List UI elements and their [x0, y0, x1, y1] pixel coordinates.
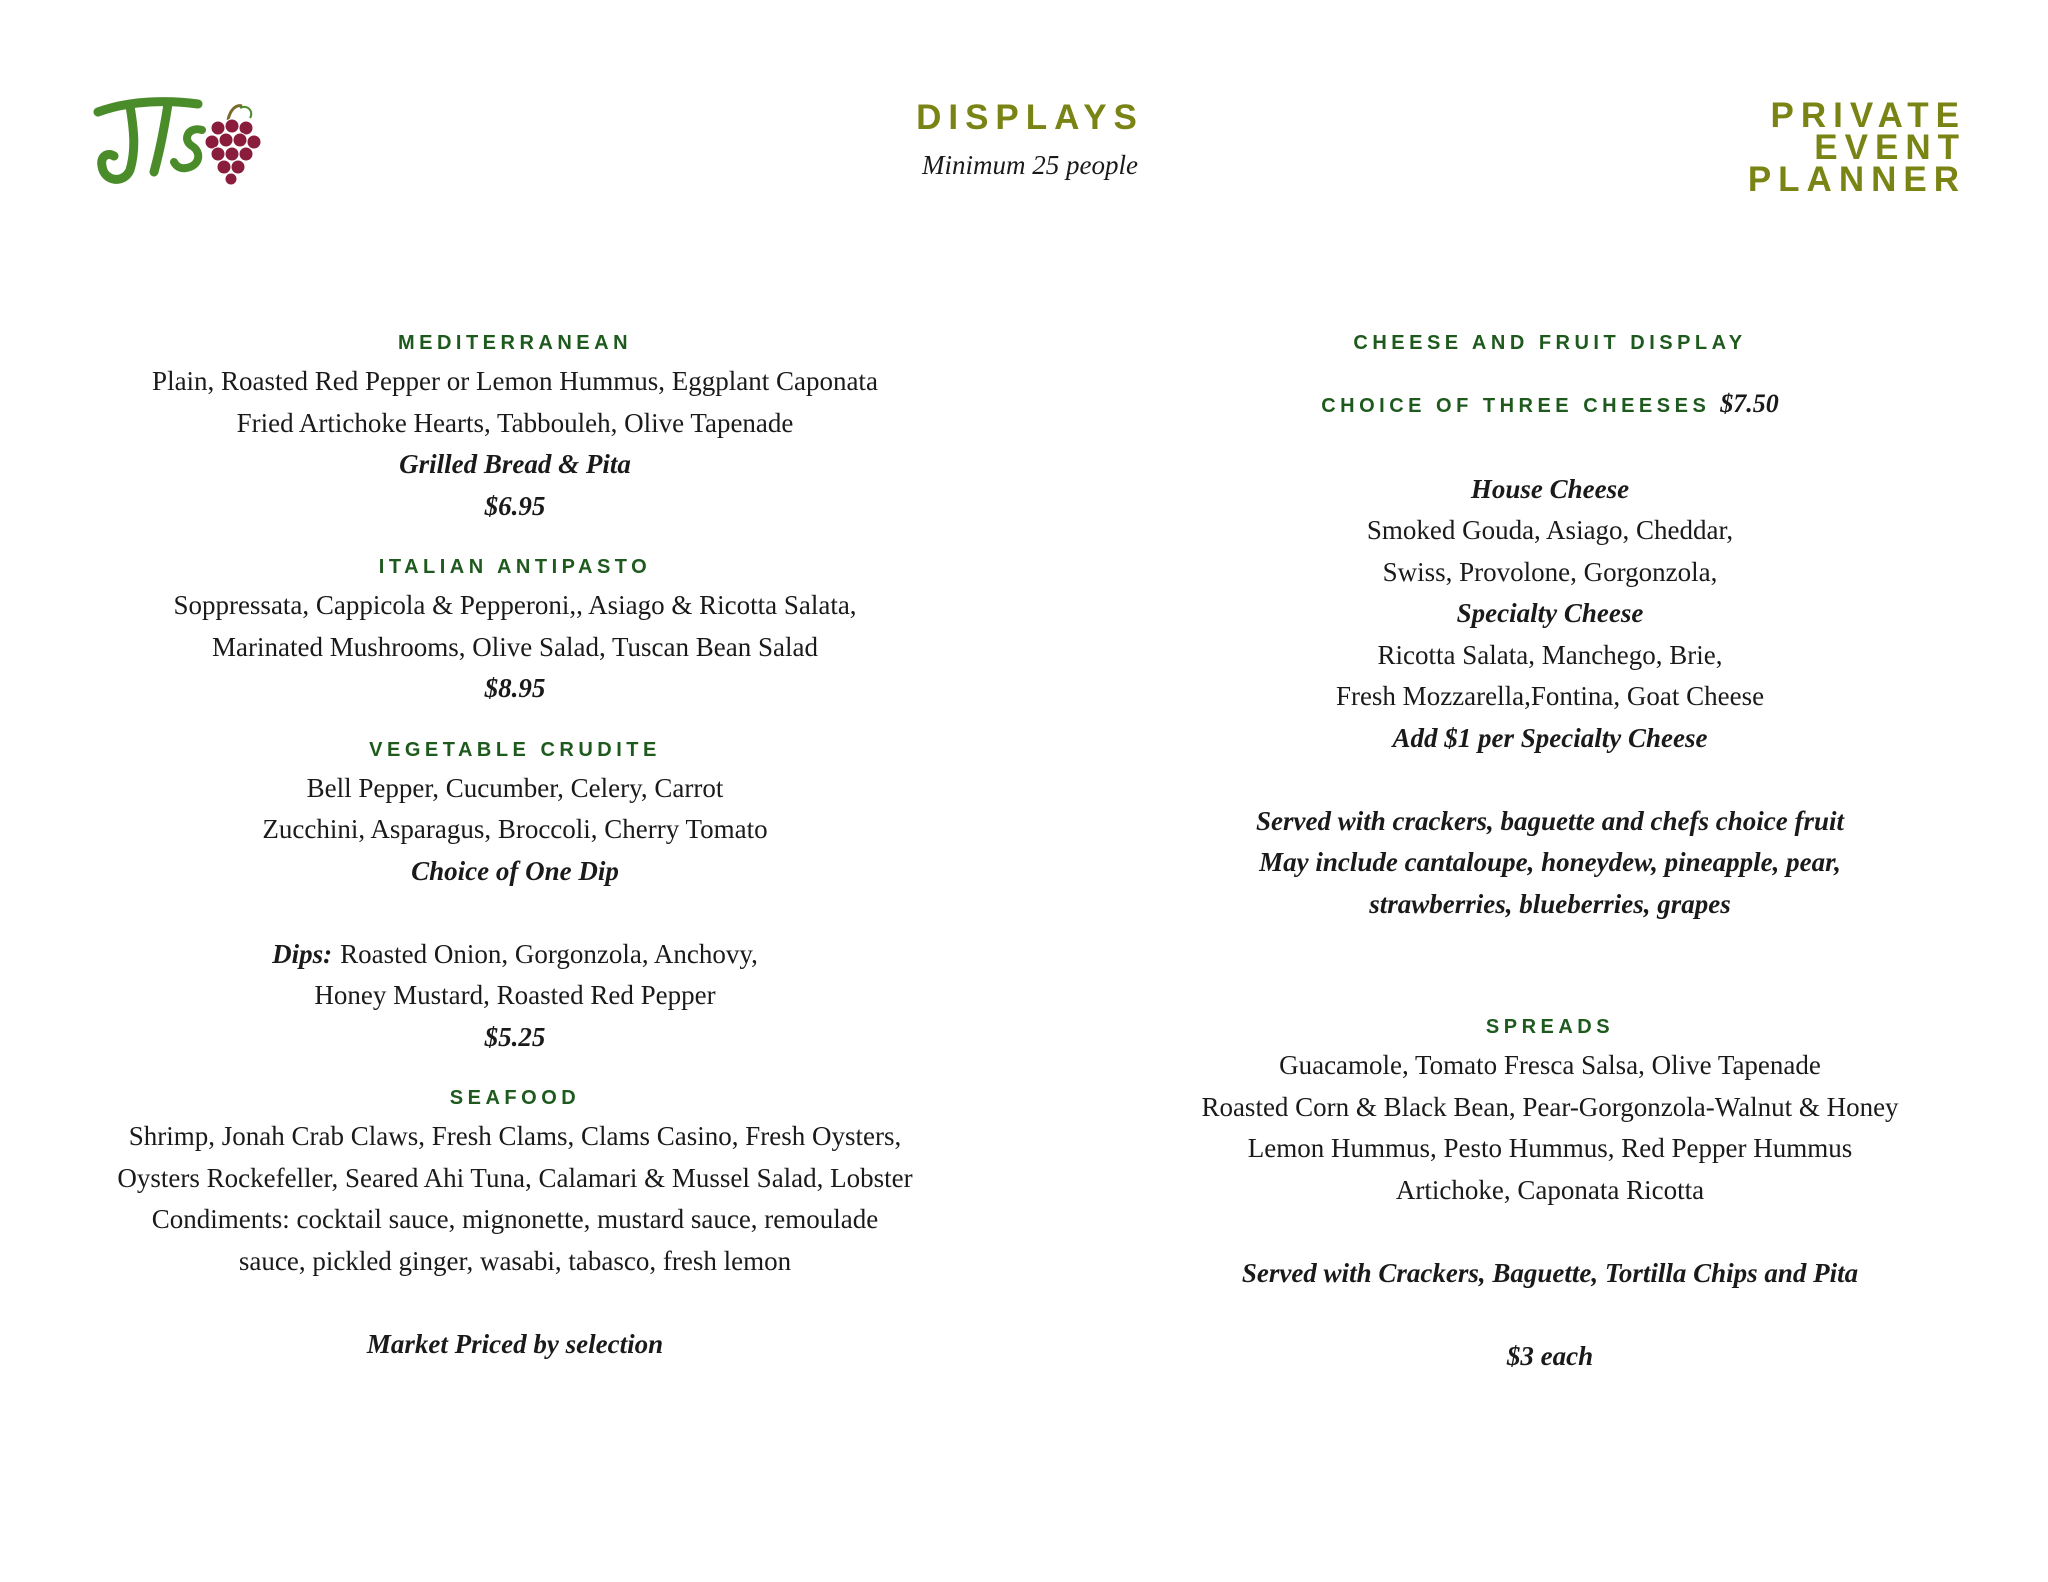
section-heading: SEAFOOD	[449, 1087, 581, 1109]
spreads-section	[1130, 1009, 1970, 1377]
right-column	[1130, 325, 1970, 1377]
section-label-line1: PRIVATE	[1770, 96, 1966, 135]
menu-line: Condiments: cocktail sauce, mignonette, mustard sauce, remoulade	[151, 1204, 879, 1234]
cheese-section	[1130, 325, 1970, 925]
menu-line: Fresh Mozzarella,Fontina, Goat Cheese	[1335, 681, 1765, 711]
menu-price: $8.95	[484, 673, 546, 703]
menu-line: Lemon Hummus, Pesto Hummus, Red Pepper Hummus	[1247, 1133, 1853, 1163]
section-heading: ITALIAN ANTIPASTO	[378, 556, 652, 578]
menu-price: $5.25	[484, 1021, 546, 1052]
page-title: DISPLAYS	[916, 98, 1144, 137]
dips-line	[60, 934, 970, 976]
menu-line: Artichoke, Caponata Ricotta	[1395, 1174, 1705, 1205]
menu-line: Soppressata, Cappicola & Pepperoni,, Asiago & Ricotta Salata,	[173, 590, 857, 620]
left-column	[60, 325, 970, 1365]
dips-list: Roasted Onion, Gorgonzola, Anchovy,	[340, 938, 758, 969]
crudite-section	[60, 732, 970, 1059]
menu-line: Shrimp, Jonah Crab Claws, Fresh Clams, Clams Casino, Fresh Oysters,	[128, 1121, 902, 1151]
menu-line: Honey Mustard, Roasted Red Pepper	[314, 980, 716, 1010]
menu-note: May include cantaloupe, honeydew, pineapple, pear,	[1259, 847, 1841, 877]
section-heading: VEGETABLE CRUDITE	[369, 738, 661, 761]
section-label	[1747, 96, 1966, 199]
section-heading: MEDITERRANEAN	[397, 332, 633, 354]
menu-line: Ricotta Salata, Manchego, Brie,	[1377, 639, 1723, 670]
menu-note: Choice of One Dip	[411, 855, 619, 886]
page-subtitle: Minimum 25 people	[922, 150, 1138, 180]
antipasto-section	[60, 549, 970, 710]
menu-line: Marinated Mushrooms, Olive Salad, Tuscan Bean Salad	[212, 631, 818, 662]
menu-line: Zucchini, Asparagus, Broccoli, Cherry Tomato	[262, 814, 768, 844]
section-heading: SPREADS	[1485, 1016, 1615, 1038]
choice-price: $7.50	[1720, 389, 1779, 418]
menu-price: Market Priced by selection	[366, 1328, 664, 1359]
seafood-section	[60, 1080, 970, 1365]
mediterranean-section	[60, 325, 970, 527]
menu-line: Fried Artichoke Hearts, Tabbouleh, Olive Tapenade	[236, 407, 794, 438]
cheese-category: Specialty Cheese	[1456, 598, 1644, 628]
menu-note: strawberries, blueberries, grapes	[1369, 888, 1731, 919]
menu-note: Add $1 per Specialty Cheese	[1392, 722, 1708, 753]
menu-line: Guacamole, Tomato Fresca Salsa, Olive Tapenade	[1279, 1050, 1821, 1080]
menu-note: Served with crackers, baguette and chefs choice fruit	[1256, 805, 1844, 836]
menu-line: Swiss, Provolone, Gorgonzola,	[1382, 556, 1718, 587]
menu-note: Served with Crackers, Baguette, Tortilla Chips and Pita	[1241, 1257, 1859, 1288]
page-header	[830, 98, 1230, 181]
choice-heading: CHOICE OF THREE CHEESES	[1321, 395, 1711, 417]
section-label-line3: PLANNER	[1747, 160, 1966, 199]
menu-line: Smoked Gouda, Asiago, Cheddar,	[1366, 515, 1734, 545]
menu-line: Bell Pepper, Cucumber, Celery, Carrot	[306, 772, 724, 803]
section-label-line2: EVENT	[1814, 128, 1966, 167]
section-heading: CHEESE AND FRUIT DISPLAY	[1353, 332, 1747, 354]
cheese-category: House Cheese	[1470, 473, 1630, 504]
menu-line: Plain, Roasted Red Pepper or Lemon Hummus, Eggplant Caponata	[152, 366, 878, 396]
grape-cluster-icon	[90, 90, 270, 190]
menu-line: Oysters Rockefeller, Seared Ahi Tuna, Calamari & Mussel Salad, Lobster	[117, 1162, 913, 1193]
menu-line: Roasted Corn & Black Bean, Pear-Gorgonzola-Walnut & Honey	[1201, 1091, 1899, 1122]
menu-price: $6.95	[484, 490, 546, 521]
menu-note: Grilled Bread & Pita	[399, 449, 631, 479]
menu-price: $3 each	[1506, 1340, 1594, 1371]
dips-label: Dips:	[272, 938, 333, 969]
jts-logo	[90, 90, 270, 190]
subsection-heading	[1130, 383, 1970, 427]
menu-line: sauce, pickled ginger, wasabi, tabasco, fresh lemon	[238, 1245, 792, 1276]
